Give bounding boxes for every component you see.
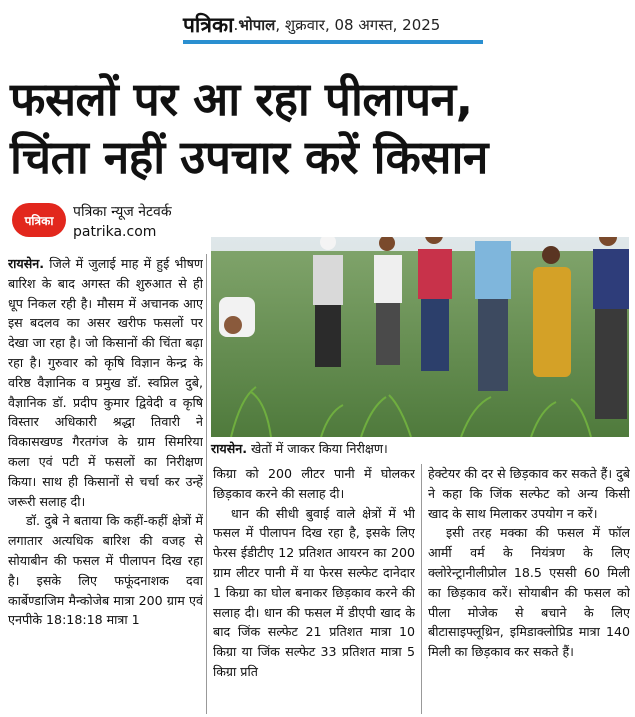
masthead — [183, 10, 483, 40]
byline-agency: पत्रिका न्यूज नेटवर्क — [73, 204, 172, 220]
article-paragraph-1: रायसेन. जिले में जुलाई माह में हुई भीषण बारिश के बाद अगस्त की शुरुआत से ही धूप निकल रही है। मौसम में अचानक आए इस बदलव का असर खरीफ फसलों पर देखा जा रहा है। जो किसानों की चिंता बढ़ा रहा है। गुरुवार को कृषि विज्ञान केन्द्र के वरिष्ठ वैज्ञानिक व प्रमुख डॉ. स्वप्निल दुबे, वैज्ञानिक डॉ. प्रदीप कुमार द्विवेदी व कृषि विस्तार अधिकारी श्रद्धा तिवारी ने विकासखण्ड गैरतगंज के ग्राम सिमरिया कला एवं पटी में फसलों का निरीक्षण किया। साथ ही किसानों से चर्चा कर उन्हें जरूरी सलाह दी। — [8, 256, 203, 509]
headline — [10, 70, 630, 186]
masthead-rule — [183, 40, 483, 44]
byline-site: patrika.com — [73, 224, 157, 240]
article-paragraph-3: किग्रा को 200 लीटर पानी में घोलकर छिड़काव करने की सलाह दी। — [213, 466, 415, 501]
headline-line-2: चिंता नहीं उपचार करें किसान — [10, 130, 488, 184]
caption-text: खेतों में जाकर किया निरीक्षण। — [247, 441, 388, 456]
headline-line-1: फसलों पर आ रहा पीलापन, — [10, 72, 473, 126]
masthead-separator: . — [233, 16, 239, 34]
article-paragraph-4: धान की सीधी बुवाई वाले क्षेत्रों में भी फसल में पीलापन दिख रहा है, इसके लिए फेरस ईडीटीए 12 प्रतिशत आयरन का 200 ग्राम लीटर पानी में या फेरस सल्फेट दानेदार 1 किग्रा का घोल बनाकर छिड़काव करने की सलाह दी। धान की फसल में डीएपी खाद के बाद जिंक सल्फेट 21 प्रतिशत मात्रा 10 किग्रा या जिंक सल्फेट 33 प्रतिशत मात्रा 5 किग्रा प्रति — [213, 505, 415, 679]
masthead-city: भोपाल — [238, 16, 276, 34]
byline — [73, 202, 172, 242]
dateline: रायसेन. — [8, 256, 45, 271]
newspaper-brand: पत्रिका — [183, 13, 234, 37]
article-paragraph-5: हेक्टेयर की दर से छिड़काव कर सकते हैं। दुबे ने कहा कि जिंक सल्फेट को अन्य किसी खाद के साथ मिलाकर उपयोग न करें। — [428, 466, 630, 521]
caption-place: रायसेन. — [211, 441, 248, 456]
patrika-logo: पत्रिका — [12, 203, 66, 237]
column-divider-2 — [421, 464, 422, 714]
article-column-2 — [213, 464, 415, 714]
field-inspection-photo — [211, 237, 629, 437]
article-column-3 — [428, 464, 630, 714]
article-paragraph-6: इसी तरह मक्का की फसल में फॉल आर्मी वर्म के नियंत्रण के लिए क्लोरेन्ट्रानीलीप्रोल 18.5 एससी 60 मिली का छिड़काव करें। सोयाबीन की फसल को पीला मोजेक से बचाने के लिए बीटासाइफ्लूथ्रिन, इमिडाक्लोप्रिड मात्रा 140 मिली का छिड़काव कर सकते हैं। — [428, 525, 630, 660]
article-paragraph-2: डॉ. दुबे ने बताया कि कहीं-कहीं क्षेत्रों में लगातार अत्यधिक बारिश की वजह से सोयाबीन की फसल में पीलापन दिख रहा है। इसके लिए फफूंदनाशक दवा कार्बेण्डाजिम मैन्कोजेब मात्रा 200 ग्राम एवं एनपीके 18:18:18 मात्रा 1 — [8, 513, 203, 628]
masthead-date: , शुक्रवार, 08 अगस्त, 2025 — [275, 16, 441, 34]
article-column-1 — [8, 254, 203, 714]
photo-caption — [211, 440, 629, 457]
column-divider-1 — [206, 254, 207, 714]
